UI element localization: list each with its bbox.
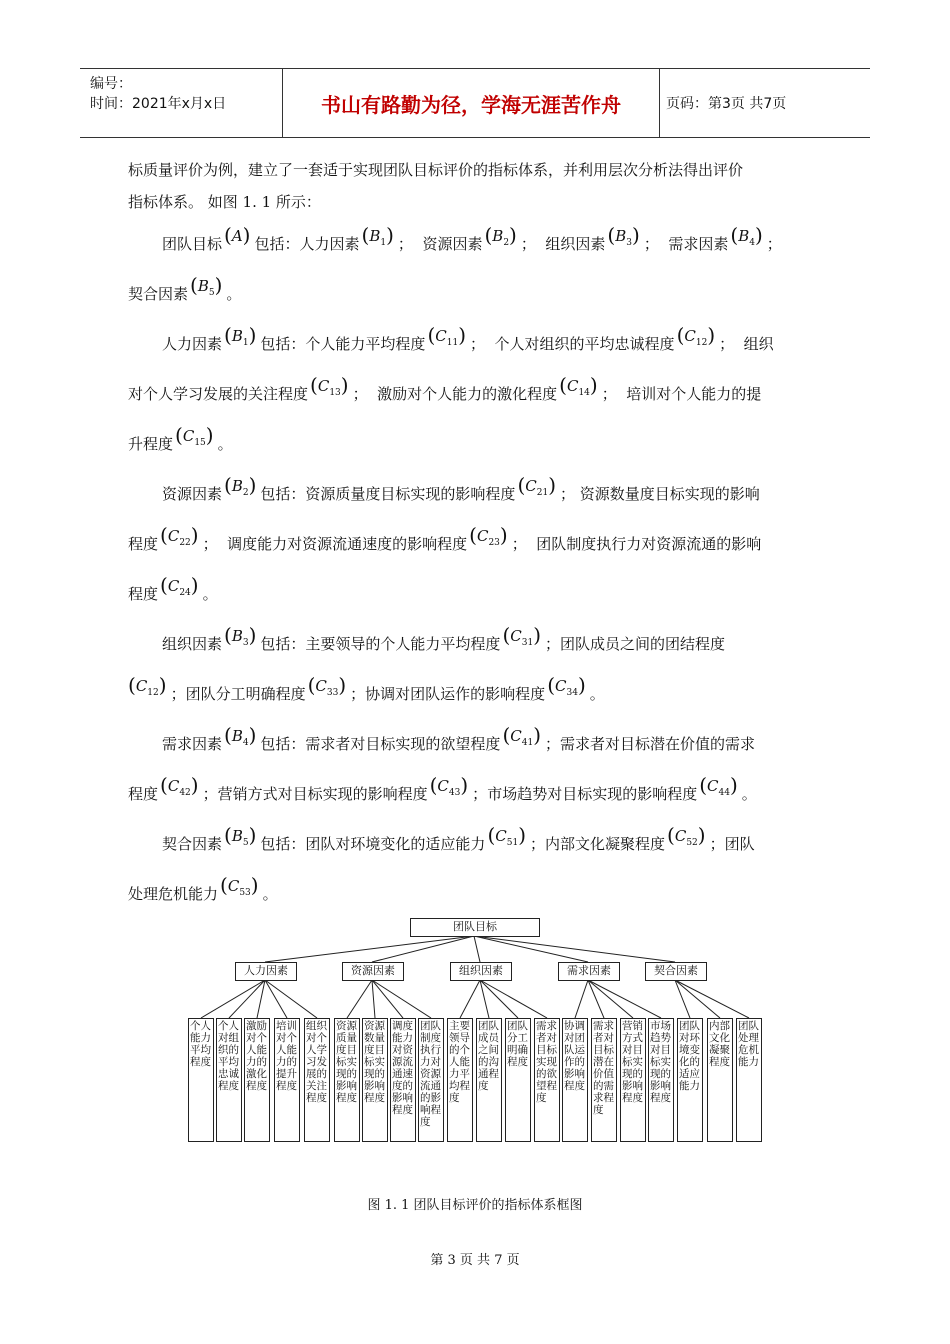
factor-name: 资源因素	[422, 235, 483, 253]
var-sub: 12	[695, 338, 708, 348]
diagram-leaf: 团队处理危机能力	[736, 1018, 762, 1142]
factor-name: 组织因素	[545, 235, 606, 253]
factor-name: 人力因素	[299, 235, 360, 253]
b2-line-1: 资源因素 $(B_2)$ 包括：资源质量度目标实现的影响程度 $(C_{21})$ ； 资源数量度目标实现的影响	[162, 473, 760, 503]
connector-line	[588, 980, 604, 1018]
indicator-name: 激励对个人能力的激化程度	[377, 385, 558, 403]
var-sub: 4	[242, 738, 249, 748]
connector-line	[372, 980, 403, 1018]
connector-line	[372, 936, 474, 962]
factor-name: 契合因素	[128, 285, 189, 303]
indicator-name: 个人能力平均程度	[305, 335, 426, 353]
figure-caption: 图 1. 1 团队目标评价的指标体系框图	[367, 1198, 583, 1213]
diagram-leaf: 主要领导的个人能力平均程度	[447, 1018, 473, 1142]
diagram-leaf: 资源质量度目标实现的影响程度	[334, 1018, 360, 1142]
var-sub: 33	[326, 688, 339, 698]
b5-line-2: 处理危机能力 $(C_{53})$ 。	[128, 873, 278, 903]
connector-line	[372, 980, 375, 1018]
var-sub: 11	[446, 338, 459, 348]
indicator-name: 内部文化凝聚程度	[545, 835, 666, 853]
var-sub: 1	[242, 338, 249, 348]
connector-line	[474, 936, 675, 962]
intro-line-2: 指标体系。 如图 1. 1 所示：	[128, 193, 321, 211]
includes-text: 包括：	[260, 485, 306, 503]
b5-line-1: 契合因素 $(B_5)$ 包括：团队对环境变化的适应能力 $(C_{51})$ ；内部文化凝聚程度 $(C_{52})$ ；团队	[162, 823, 755, 853]
connector-line	[480, 980, 489, 1018]
connector-line	[257, 980, 265, 1018]
var-sub: 4	[749, 238, 755, 248]
connector-line	[265, 980, 317, 1018]
header-motto: 书山有路勤为径，学海无涯苦作舟	[282, 69, 660, 137]
connector-line	[480, 980, 518, 1018]
factor-name: 人力因素	[162, 335, 223, 353]
b2-line-3: 程度 $(C_{24})$ 。	[128, 573, 218, 603]
var-sub: 42	[179, 788, 191, 798]
connector-line	[201, 980, 265, 1018]
indicator-name: 资源质量度目标实现的影响程度	[305, 485, 516, 503]
connector-line	[460, 980, 480, 1018]
includes-text: 包括：	[254, 235, 300, 253]
var-sub: 23	[488, 538, 500, 548]
factor-name: 资源因素	[162, 485, 223, 503]
diagram-leaf: 营销方式对目标实现的影响程度	[620, 1018, 646, 1142]
connector-line	[474, 936, 480, 962]
diagram-group-fit: 契合因素	[645, 962, 707, 981]
indicator-name: 团队分工明确程度	[185, 685, 306, 703]
diagram-leaf: 调度能力对资源流通速度的影响程度	[390, 1018, 416, 1142]
var-sub: 15	[194, 438, 206, 448]
var-sub: 24	[179, 588, 191, 598]
connector-line	[675, 980, 749, 1018]
diagram-group-demand: 需求因素	[558, 962, 620, 981]
team-goal-line: 团队目标 (A) 包括：人力因素 $(B_1)$ ； 资源因素 $(B_2)$ ； 组织因素 $(B_3)$ ； 需求因素 $(B_4)$ ；	[162, 223, 782, 253]
connector-line	[675, 980, 720, 1018]
diagram-leaf: 激励对个人能力的激化程度	[244, 1018, 270, 1142]
b3-line-1: 组织因素 $(B_3)$ 包括：主要领导的个人能力平均程度 $(C_{31})$ ；团队成员之间的团结程度	[162, 623, 726, 653]
diagram-root: 团队目标	[410, 918, 540, 937]
diagram-leaf: 协调对团队运作的影响程度	[562, 1018, 588, 1142]
index-system-diagram	[180, 912, 780, 1152]
b1-line-2: 对个人学习发展的关注程度 $(C_{13})$ ； 激励对个人能力的激化程度 $(C_{14})$ ； 培训对个人能力的提	[128, 373, 762, 403]
connector-line	[265, 980, 287, 1018]
var-sub: 2	[503, 238, 510, 248]
var-sub: 13	[329, 388, 341, 398]
intro-text-1: 标质量评价为例，建立了一套适于实现团队目标评价的指标体系，并利用层次分析法得出评价	[128, 161, 744, 179]
connector-line	[347, 980, 372, 1018]
connector-line	[372, 980, 431, 1018]
includes-text: 包括：	[260, 835, 306, 853]
diagram-leaf: 资源数量度目标实现的影响程度	[362, 1018, 388, 1142]
diagram-group-resource: 资源因素	[342, 962, 404, 981]
indicator-name: 团队对环境变化的适应能力	[305, 835, 486, 853]
b3-line-2: $(C_{12})$ ；团队分工明确程度 $(C_{33})$ ；协调对团队运作的影响程度 $(C_{34})$ 。	[128, 673, 605, 703]
diagram-leaf: 培训对个人能力的提升程度	[274, 1018, 300, 1142]
diagram-leaf: 需求者对目标实现的欲望程度	[534, 1018, 560, 1142]
team-goal-line-2: 契合因素 $(B_5)$ 。	[128, 273, 242, 303]
var-sub: 21	[536, 488, 549, 498]
b4-line-2: 程度 $(C_{42})$ ；营销方式对目标实现的影响程度 $(C_{43})$ ；市场趋势对目标实现的影响程度 $(C_{44})$ 。	[128, 773, 757, 803]
diagram-leaf: 团队成员之间的沟通程度	[476, 1018, 502, 1142]
indicator-name: 个人对组织的平均忠诚程度	[494, 335, 675, 353]
header-page-info: 页码：第3页 共7页	[666, 96, 787, 112]
page-header	[80, 68, 870, 138]
factor-name: 需求因素	[162, 735, 223, 753]
b1-line-1: 人力因素 $(B_1)$ 包括：个人能力平均程度 $(C_{11})$ ； 个人对组织的平均忠诚程度 $(C_{12})$ ； 组织	[162, 323, 774, 353]
b1-line-3: 升程度 $(C_{15})$ 。	[128, 423, 233, 453]
var-sub: 43	[448, 788, 461, 798]
diagram-leaf: 市场趋势对目标实现的影响程度	[648, 1018, 674, 1142]
var-sub: 3	[626, 238, 632, 248]
var-sub: 14	[578, 388, 590, 398]
doc-date: 时间：2021年x月x日	[90, 96, 227, 112]
indicator-name: 需求者对目标实现的欲望程度	[305, 735, 501, 753]
var-sub: 5	[208, 288, 215, 298]
factor-name: 契合因素	[162, 835, 223, 853]
diagram-group-human: 人力因素	[235, 962, 297, 981]
diagram-leaf: 个人能力平均程度	[188, 1018, 214, 1142]
diagram-leaf: 团队制度执行力对资源流通的影响程度	[418, 1018, 444, 1142]
var-sub: 22	[179, 538, 191, 548]
var-sub: 5	[242, 838, 249, 848]
var-sub: 12	[147, 688, 159, 698]
var-sub: 34	[566, 688, 578, 698]
diagram-leaf: 内部文化凝聚程度	[707, 1018, 733, 1142]
diagram-leaf: 团队分工明确程度	[505, 1018, 531, 1142]
var-sub: 3	[242, 638, 249, 648]
includes-text: 包括：	[260, 735, 306, 753]
var-sub: 31	[521, 638, 534, 648]
diagram-group-organization: 组织因素	[450, 962, 512, 981]
connector-line	[588, 980, 661, 1018]
intro-line-1	[128, 160, 822, 180]
indicator-name: 协调对团队运作的影响程度	[365, 685, 546, 703]
diagram-leaf: 组织对个人学习发展的关注程度	[304, 1018, 330, 1142]
var-sub: 41	[521, 738, 534, 748]
indicator-name: 营销方式对目标实现的影响程度	[217, 785, 428, 803]
page-footer: 第 3 页 共 7 页	[430, 1253, 520, 1268]
indicator-name: 市场趋势对目标实现的影响程度	[487, 785, 698, 803]
header-meta	[80, 69, 282, 137]
doc-number-label: 编号：	[90, 76, 132, 92]
factor-name: 组织因素	[162, 635, 223, 653]
var-sub: 1	[380, 238, 387, 248]
connector-line	[265, 936, 474, 962]
b2-line-2: 程度 $(C_{22})$ ； 调度能力对资源流通速度的影响程度 $(C_{23})$ ； 团队制度执行力对资源流通的影响	[128, 523, 762, 553]
diagram-leaf: 团队对环境变化的适应能力	[677, 1018, 703, 1142]
var-sub: 53	[239, 888, 251, 898]
includes-text: 包括：	[260, 335, 306, 353]
includes-text: 包括：	[260, 635, 306, 653]
var-sub: 2	[242, 488, 249, 498]
var-sub: 51	[506, 838, 519, 848]
factor-name: 需求因素	[668, 235, 729, 253]
team-goal-label: 团队目标	[162, 235, 223, 253]
b4-line-1: 需求因素 $(B_4)$ 包括：需求者对目标实现的欲望程度 $(C_{41})$ ；需求者对目标潜在价值的需求	[162, 723, 756, 753]
diagram-leaf: 个人对组织的平均忠诚程度	[216, 1018, 242, 1142]
diagram-leaf: 需求者对目标潜在价值的需求程度	[591, 1018, 617, 1142]
connector-line	[229, 980, 265, 1018]
var-A: A	[231, 227, 243, 245]
indicator-name: 主要领导的个人能力平均程度	[305, 635, 501, 653]
connector-line	[588, 980, 633, 1018]
connector-line	[480, 980, 547, 1018]
indicator-name: 团队成员之间的团结程度	[560, 635, 726, 653]
connector-line	[575, 980, 588, 1018]
var-sub: 52	[686, 838, 698, 848]
indicator-name: 调度能力对资源流通速度的影响程度	[227, 535, 468, 553]
var-sub: 44	[718, 788, 730, 798]
